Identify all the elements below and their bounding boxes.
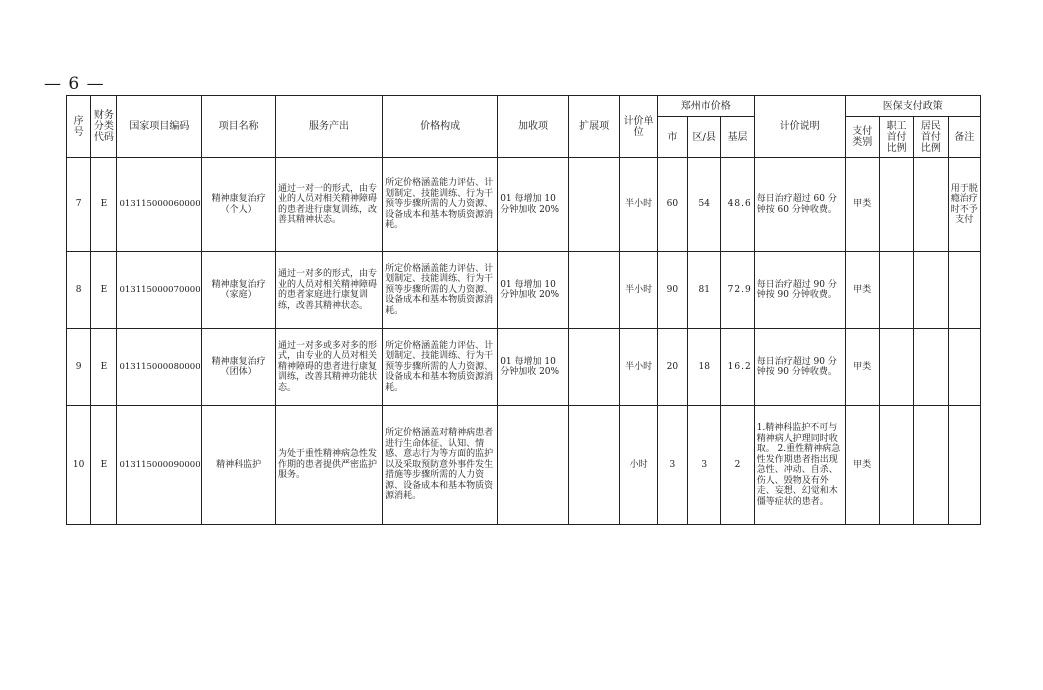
cell-employee-copay bbox=[879, 406, 913, 525]
cell-finance-code: E bbox=[91, 158, 117, 252]
cell-service-output: 通过一对一的形式，由专业的人员对相关精神障碍的患者进行康复训练，改善其精神状态。 bbox=[276, 158, 383, 252]
cell-finance-code: E bbox=[91, 252, 117, 329]
cell-employee-copay bbox=[879, 252, 913, 329]
cell-index: 9 bbox=[67, 329, 91, 406]
cell-unit: 半小时 bbox=[620, 158, 657, 252]
cell-remark: 用于脱瘾治疗时不予支付 bbox=[948, 158, 980, 252]
cell-payment-category: 甲类 bbox=[845, 406, 879, 525]
price-table bbox=[66, 95, 981, 525]
header-district: 区/县 bbox=[688, 117, 721, 158]
header-surcharge: 加收项 bbox=[498, 96, 569, 158]
cell-extension bbox=[568, 406, 620, 525]
cell-unit: 半小时 bbox=[620, 329, 657, 406]
header-payment-category: 支付类别 bbox=[845, 117, 879, 158]
header-city-price-group: 郑州市价格 bbox=[657, 96, 754, 117]
cell-surcharge: 01 每增加 10 分钟加收 20% bbox=[498, 329, 569, 406]
cell-district-price: 81 bbox=[688, 252, 721, 329]
cell-national-code: 013115000090000 bbox=[117, 406, 202, 525]
cell-remark bbox=[948, 406, 980, 525]
header-price-composition: 价格构成 bbox=[383, 96, 498, 158]
cell-national-code: 013115000070000 bbox=[117, 252, 202, 329]
cell-resident-copay bbox=[914, 252, 948, 329]
cell-city-price: 90 bbox=[657, 252, 687, 329]
cell-service-output: 为处于重性精神病急性发作期的患者提供严密监护服务。 bbox=[276, 406, 383, 525]
cell-item-name: 精神科监护 bbox=[202, 406, 276, 525]
header-grassroots: 基层 bbox=[721, 117, 754, 158]
header-national-code: 国家项目编码 bbox=[117, 96, 202, 158]
cell-extension bbox=[568, 158, 620, 252]
cell-pricing-note: 每日治疗超过 90 分钟按 90 分钟收费。 bbox=[754, 329, 845, 406]
cell-resident-copay bbox=[914, 329, 948, 406]
cell-extension bbox=[568, 329, 620, 406]
cell-grassroots-price: 72.9 bbox=[721, 252, 754, 329]
cell-pricing-note: 每日治疗超过 60 分钟按 60 分钟收费。 bbox=[754, 158, 845, 252]
cell-resident-copay bbox=[914, 406, 948, 525]
cell-item-name: 精神康复治疗（个人） bbox=[202, 158, 276, 252]
cell-pricing-note: 每日治疗超过 90 分钟按 90 分钟收费。 bbox=[754, 252, 845, 329]
cell-district-price: 3 bbox=[688, 406, 721, 525]
cell-service-output: 通过一对多的形式，由专业的人员对相关精神障碍的患者家庭进行康复训练，改善其精神状态。 bbox=[276, 252, 383, 329]
table-row bbox=[67, 329, 981, 406]
cell-item-name: 精神康复治疗（团体） bbox=[202, 329, 276, 406]
cell-payment-category: 甲类 bbox=[845, 329, 879, 406]
header-unit: 计价单位 bbox=[620, 96, 657, 158]
cell-finance-code: E bbox=[91, 406, 117, 525]
header-item-name: 项目名称 bbox=[202, 96, 276, 158]
cell-district-price: 18 bbox=[688, 329, 721, 406]
cell-surcharge: 01 每增加 10 分钟加收 20% bbox=[498, 158, 569, 252]
cell-price-composition: 所定价格涵盖能力评估、计划制定、技能训练、行为干预等步骤所需的人力资源、设备成本和基本物质资源消耗。 bbox=[383, 158, 498, 252]
cell-grassroots-price: 2 bbox=[721, 406, 754, 525]
cell-city-price: 3 bbox=[657, 406, 687, 525]
cell-index: 7 bbox=[67, 158, 91, 252]
cell-extension bbox=[568, 252, 620, 329]
cell-employee-copay bbox=[879, 158, 913, 252]
cell-national-code: 013115000060000 bbox=[117, 158, 202, 252]
header-finance-code: 财务分类代码 bbox=[91, 96, 117, 158]
cell-payment-category: 甲类 bbox=[845, 158, 879, 252]
cell-finance-code: E bbox=[91, 329, 117, 406]
cell-surcharge: 01 每增加 10 分钟加收 20% bbox=[498, 252, 569, 329]
table-row bbox=[67, 252, 981, 329]
header-extension: 扩展项 bbox=[568, 96, 620, 158]
cell-price-composition: 所定价格涵盖能力评估、计划制定、技能训练、行为干预等步骤所需的人力资源、设备成本和基本物质资源消耗。 bbox=[383, 329, 498, 406]
page-number: — 6 — bbox=[44, 74, 105, 94]
cell-unit: 半小时 bbox=[620, 252, 657, 329]
cell-grassroots-price: 16.2 bbox=[721, 329, 754, 406]
cell-surcharge bbox=[498, 406, 569, 525]
cell-grassroots-price: 48.6 bbox=[721, 158, 754, 252]
cell-unit: 小时 bbox=[620, 406, 657, 525]
table-row bbox=[67, 406, 981, 525]
cell-price-composition: 所定价格涵盖能力评估、计划制定、技能训练、行为干预等步骤所需的人力资源、设备成本和基本物质资源消耗。 bbox=[383, 252, 498, 329]
header-pricing-note: 计价说明 bbox=[754, 96, 845, 158]
table-row bbox=[67, 158, 981, 252]
cell-index: 8 bbox=[67, 252, 91, 329]
header-employee-copay: 职工首付比例 bbox=[879, 117, 913, 158]
cell-remark bbox=[948, 252, 980, 329]
cell-item-name: 精神康复治疗（家庭） bbox=[202, 252, 276, 329]
header-remark: 备注 bbox=[948, 117, 980, 158]
header-index: 序号 bbox=[67, 96, 91, 158]
cell-payment-category: 甲类 bbox=[845, 252, 879, 329]
cell-employee-copay bbox=[879, 329, 913, 406]
cell-district-price: 54 bbox=[688, 158, 721, 252]
cell-remark bbox=[948, 329, 980, 406]
cell-city-price: 20 bbox=[657, 329, 687, 406]
cell-resident-copay bbox=[914, 158, 948, 252]
cell-index: 10 bbox=[67, 406, 91, 525]
cell-price-composition: 所定价格涵盖对精神病患者进行生命体征、认知、情感、意志行为等方面的监护以及采取预防意外事件发生措施等步骤所需的人力资源、设备成本和基本物质资源消耗。 bbox=[383, 406, 498, 525]
header-service-output: 服务产出 bbox=[276, 96, 383, 158]
cell-service-output: 通过一对多或多对多的形式，由专业的人员对相关精神障碍的患者进行康复训练，改善其精神功能状态。 bbox=[276, 329, 383, 406]
header-city: 市 bbox=[657, 117, 687, 158]
cell-national-code: 013115000080000 bbox=[117, 329, 202, 406]
header-resident-copay: 居民首付比例 bbox=[914, 117, 948, 158]
header-insurance-group: 医保支付政策 bbox=[845, 96, 980, 117]
cell-city-price: 60 bbox=[657, 158, 687, 252]
header-row-top bbox=[67, 96, 981, 117]
cell-pricing-note: 1.精神科监护不可与精神病人护理同时收取。 2.重性精神病急性发作期患者指出现急性、冲动、自杀、伤人、毁物及有外走、妄想、幻觉和木僵等症状的患者。 bbox=[754, 406, 845, 525]
